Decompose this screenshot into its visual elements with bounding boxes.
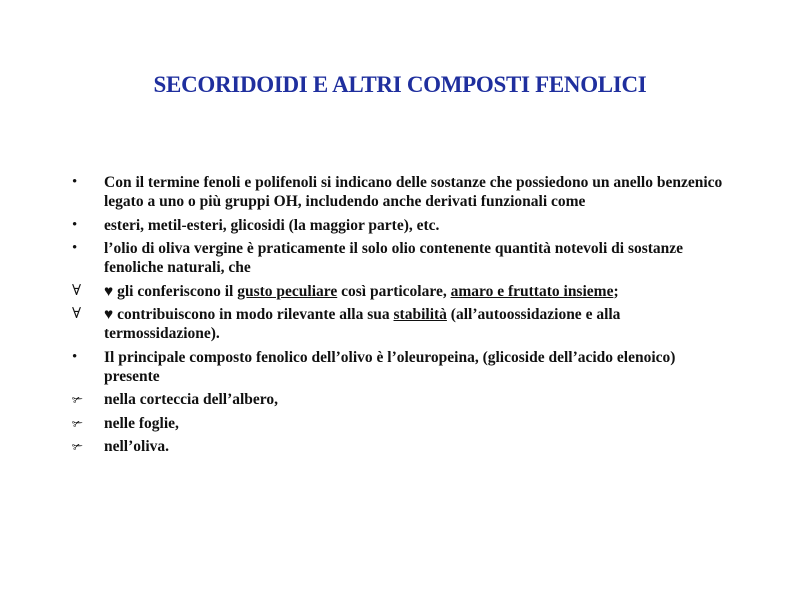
text-segment: contribuiscono in modo rilevante alla sua <box>117 306 394 323</box>
list-item <box>72 173 732 211</box>
forall-bullet-icon: ∀ <box>72 306 82 322</box>
list-item-text: l’olio di oliva vergine è praticamente il solo olio contenente quantità notevoli di sostanze fenoliche naturali, che <box>104 240 684 276</box>
text-segment: così particolare, <box>337 282 451 300</box>
text-segment: (all’autoossidazione e alla termossidazione). <box>104 306 621 342</box>
list-item-text: Con il termine fenoli e polifenoli si indicano delle sostanze che possiedono un anello benzenico legato a uno o più gruppi OH, includendo anche derivati funzionali come <box>104 174 723 210</box>
underlined-phrase: stabilità <box>393 306 447 323</box>
scissors-bullet-icon: ✃ <box>72 392 83 407</box>
list-item-text <box>104 437 732 456</box>
list-item-text <box>104 390 732 409</box>
list-item-text: Il principale composto fenolico dell’olivo è l’oleuropeina, (glicoside dell’acido elenoico) presente <box>104 348 676 385</box>
list-item-text <box>104 305 732 343</box>
list-item <box>72 305 732 343</box>
list-item-text <box>104 414 732 433</box>
forall-bullet-icon: ∀ <box>72 282 82 299</box>
list-item <box>72 348 732 386</box>
list-item <box>72 390 732 409</box>
underlined-phrase: gusto peculiare <box>237 282 338 300</box>
list-item-text <box>104 282 732 301</box>
bullet-list <box>72 173 732 461</box>
text-segment: gli conferiscono il <box>117 282 238 300</box>
underlined-phrase: amaro e fruttato insieme <box>450 282 614 300</box>
list-item <box>72 437 732 456</box>
slide-title: SECORIDOIDI E ALTRI COMPOSTI FENOLICI <box>153 72 647 97</box>
list-item <box>72 414 732 433</box>
bullet-dot-icon: • <box>72 240 78 256</box>
bullet-dot-icon: • <box>72 174 78 190</box>
bullet-dot-icon: • <box>72 348 78 365</box>
text-segment: nelle foglie, <box>104 414 179 432</box>
heart-icon: ♥ <box>104 282 114 300</box>
text-segment: nell’oliva. <box>104 438 170 455</box>
text-segment: nella corteccia dell’albero, <box>104 391 279 408</box>
bullet-dot-icon: • <box>72 216 78 233</box>
scissors-bullet-icon: ✃ <box>72 415 83 431</box>
heart-icon: ♥ <box>104 306 114 323</box>
list-item <box>72 216 732 235</box>
scissors-bullet-icon: ✃ <box>72 439 83 454</box>
list-item <box>72 282 732 301</box>
text-segment: ; <box>613 282 619 300</box>
list-item-text: esteri, metil-esteri, glicosidi (la maggior parte), etc. <box>104 216 440 234</box>
list-item <box>72 239 732 277</box>
